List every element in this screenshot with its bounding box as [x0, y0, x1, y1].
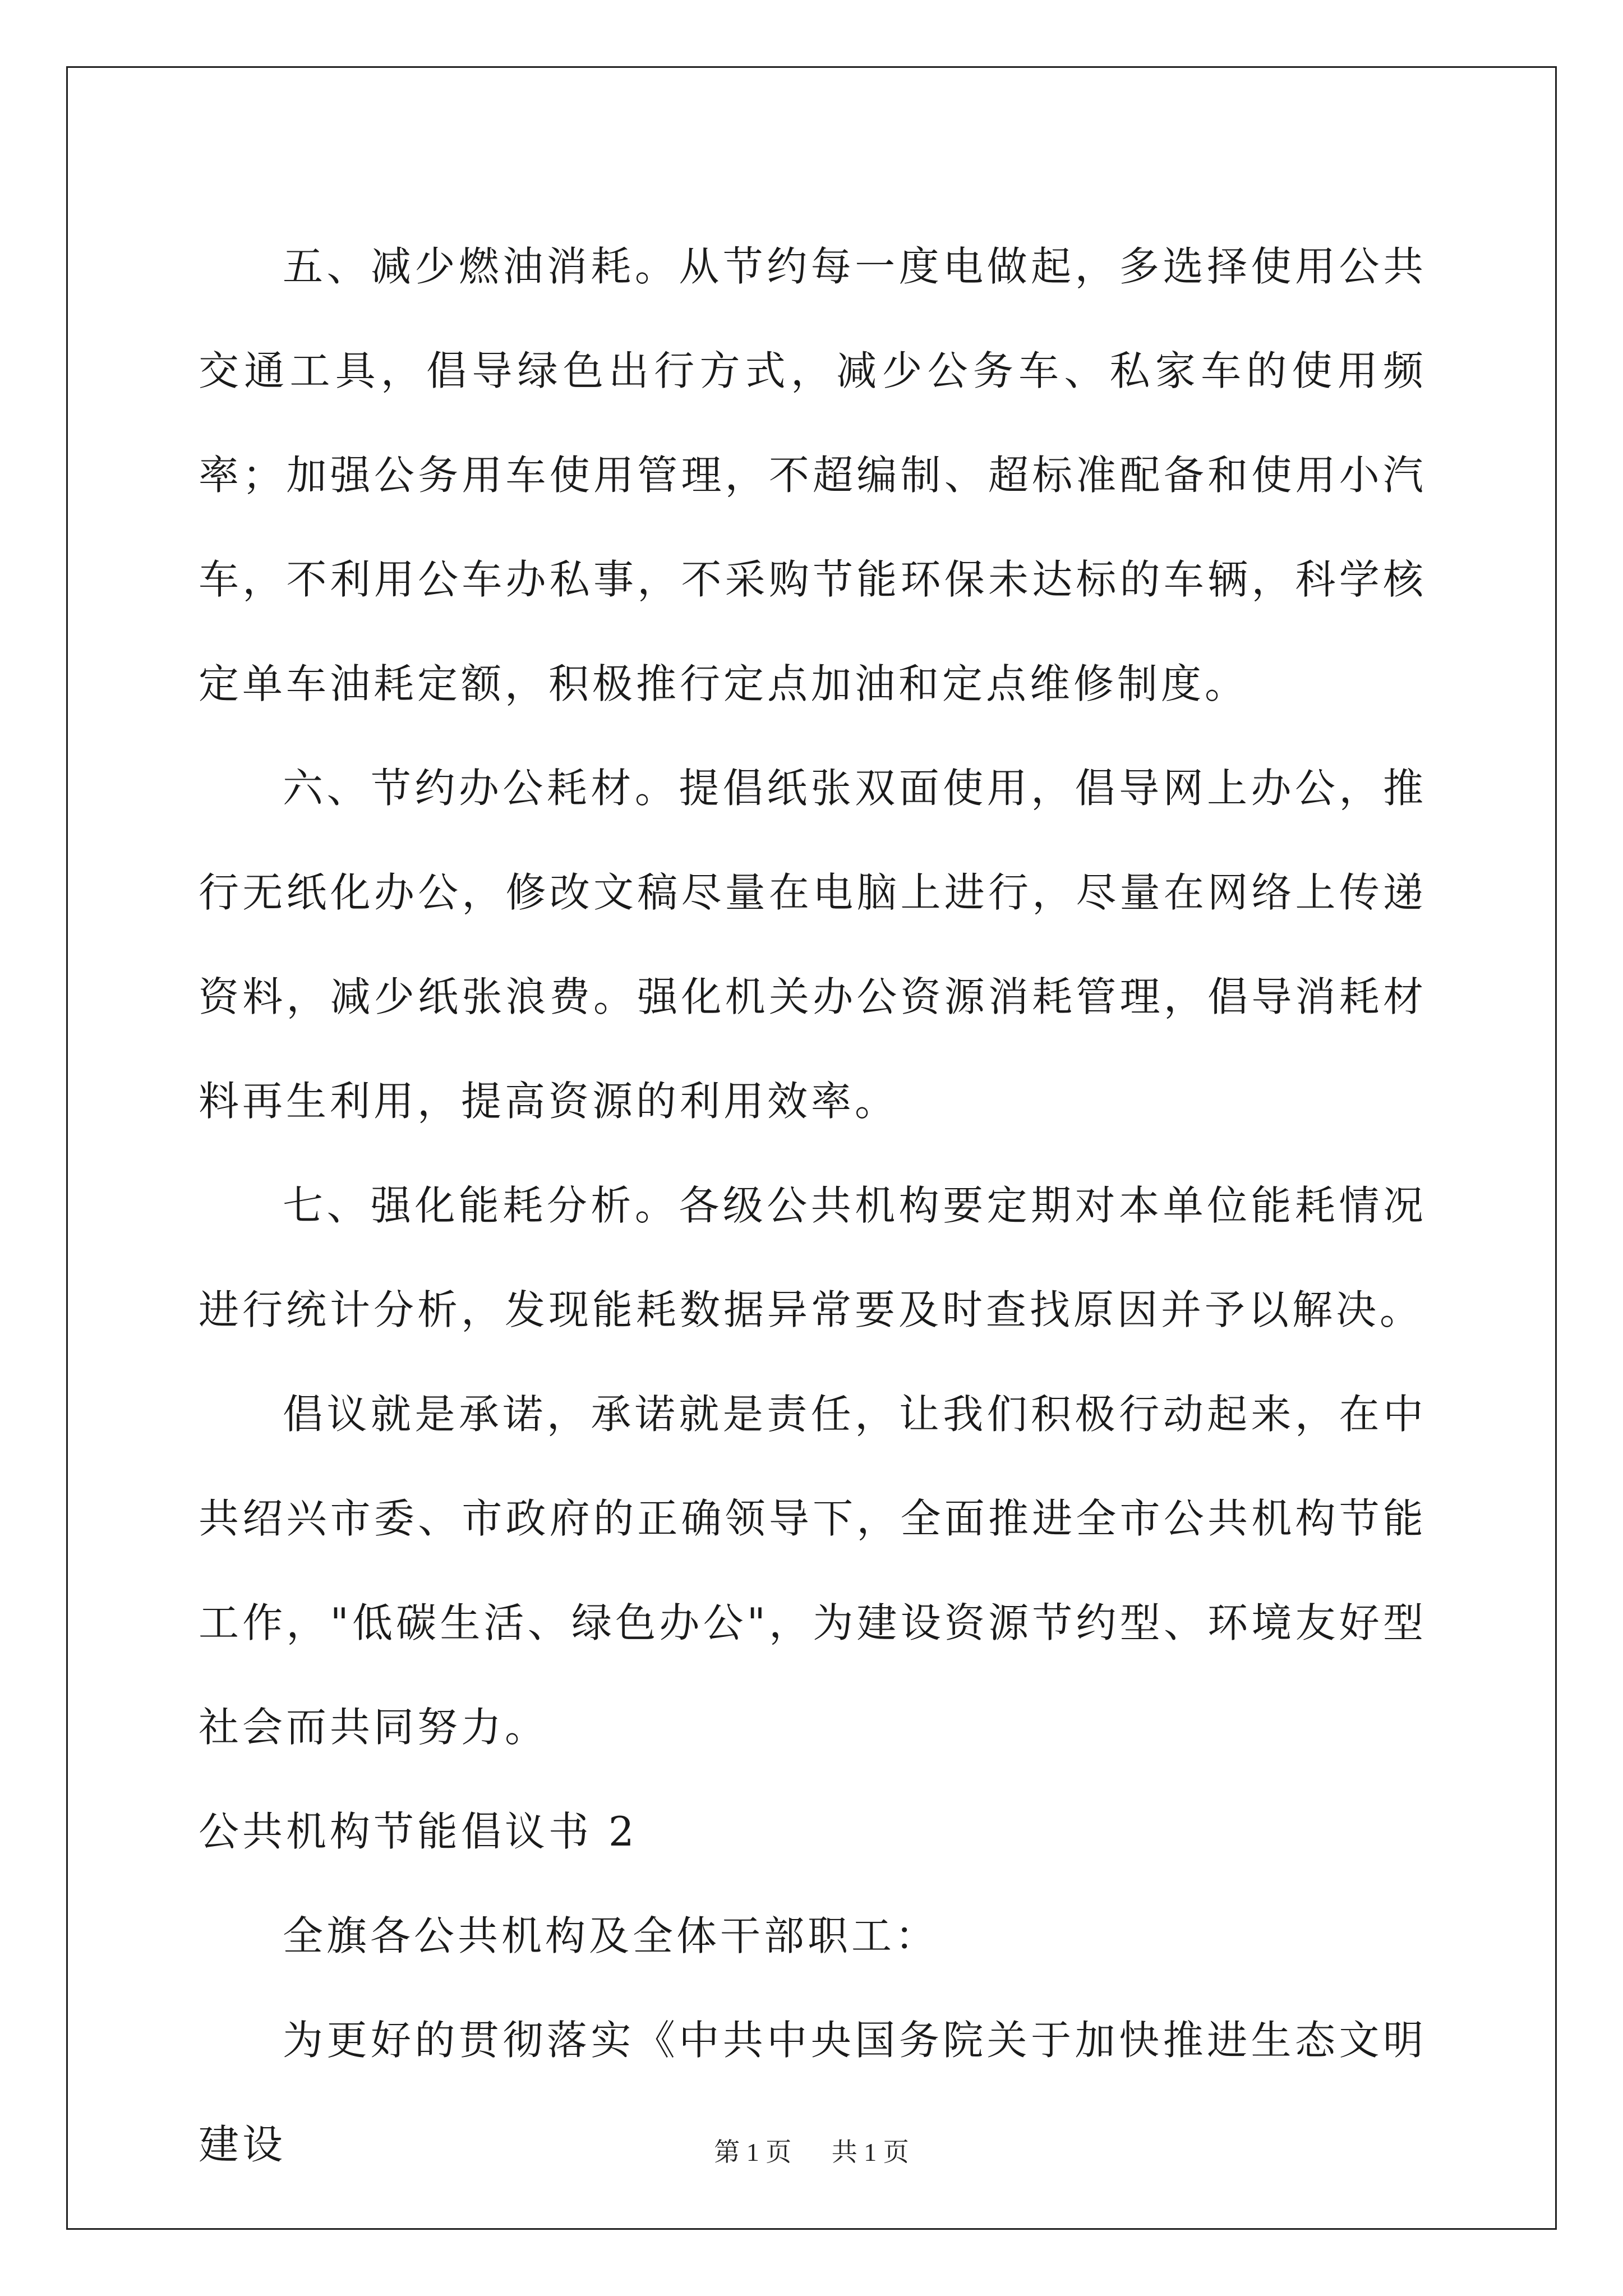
page-footer [0, 2132, 1623, 2169]
paragraph-save-office-supplies: 六、节约办公耗材。提倡纸张双面使用，倡导网上办公，推行无纸化办公，修改文稿尽量在电脑上进行，尽量在网络上传递资料，减少纸张浪费。强化机关办公资源消耗管理，倡导消耗材料再生利用，提高资源的利用效率。 [199, 765, 1427, 1125]
page-number: 第 1 页 [714, 2138, 792, 2166]
paragraph-energy-analysis: 七、强化能耗分析。各级公共机构要定期对本单位能耗情况进行统计分析，发现能耗数据异常要及时查找原因并予以解决。 [199, 1182, 1427, 1333]
paragraph-intro: 为更好的贯彻落实《中共中央国务院关于加快推进生态文明建设 [199, 2017, 1427, 2168]
paragraph-closing-call: 倡议就是承诺，承诺就是责任，让我们积极行动起来，在中共绍兴市委、市政府的正确领导下，全面推进全市公共机构节能工作，"低碳生活、绿色办公"，为建设资源节约型、环境友好型社会而共同努力。 [199, 1391, 1427, 1751]
document-body [199, 214, 1427, 2197]
salutation: 全旗各公共机构及全体干部职工： [283, 1912, 939, 1959]
page-total: 共 1 页 [831, 2138, 909, 2166]
section-title: 公共机构节能倡议书 2 [199, 1808, 638, 1855]
paragraph-reduce-fuel: 五、减少燃油消耗。从节约每一度电做起，多选择使用公共交通工具，倡导绿色出行方式，减少公务车、私家车的使用频率；加强公务用车使用管理，不超编制、超标准配备和使用小汽车，不利用公车办私事，不采购节能环保未达标的车辆，科学核定单车油耗定额，积极推行定点加油和定点维修制度。 [199, 243, 1427, 707]
